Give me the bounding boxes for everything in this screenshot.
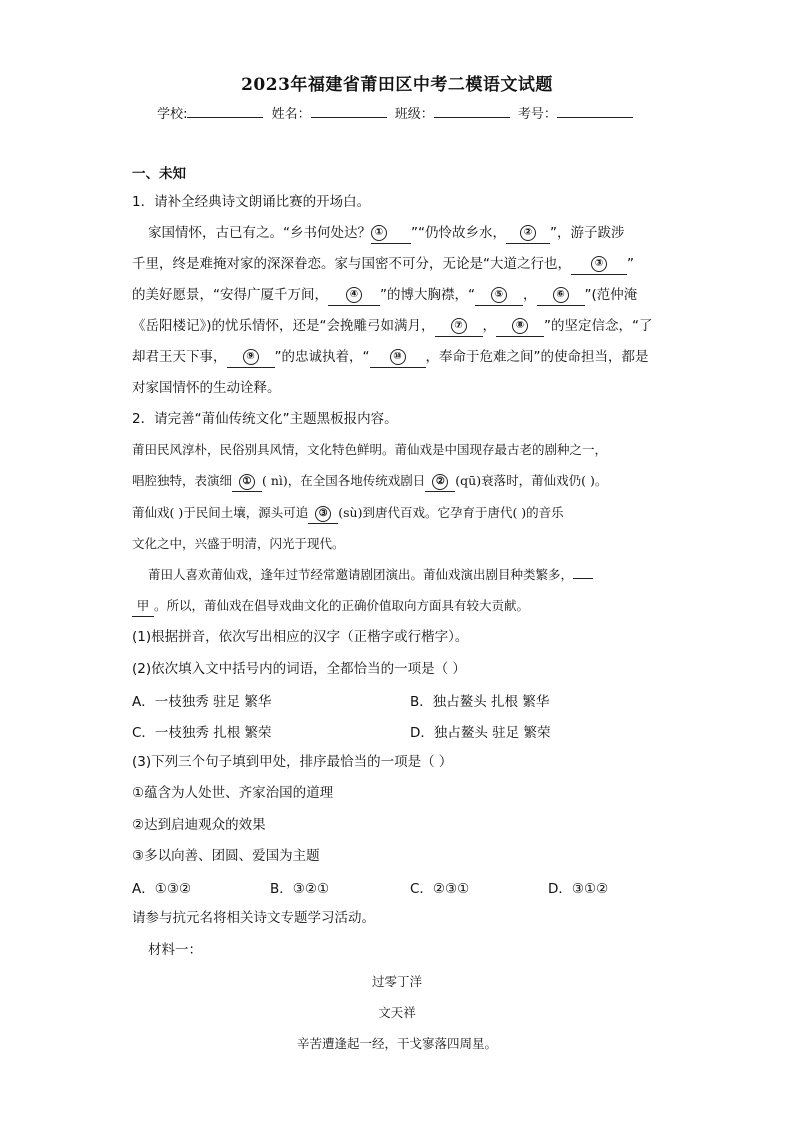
q1-line-6: 对家国情怀的生动诠释。	[132, 380, 281, 396]
poem-title: 过零丁洋	[371, 974, 422, 989]
pinyin-blank-2[interactable]: ②	[425, 471, 455, 492]
q1-line-2: 千里，终是难掩对家的深深眷恋。家与国密不可分，无论是“大道之行也， ③ ”	[132, 254, 634, 275]
student-info-line	[0, 103, 794, 122]
sentence-1: ①蕴含为人处世、齐家治国的道理	[132, 785, 334, 801]
blank-8[interactable]: ⑧	[496, 316, 544, 337]
poem-line-1: 辛苦遭逢起一经，干戈寥落四周星。	[296, 1036, 497, 1051]
q1-prompt: 1．请补全经典诗文朗诵比赛的开场白。	[132, 194, 371, 210]
q2-passage-line-1: 莆田民风淳朴，民俗别具风情，文化特色鲜明。莆仙戏是中国现存最古老的剧种之一，	[132, 442, 608, 457]
school-label: 学校:	[157, 107, 188, 122]
exam-number-label: 考号：	[517, 107, 557, 122]
q2-3-option-a[interactable]: A．①③②	[132, 881, 192, 897]
pinyin-blank-3[interactable]: ③	[308, 503, 338, 524]
blank-3[interactable]: ③	[571, 254, 627, 275]
q2-passage-line-5: 莆田人喜欢莆仙戏，逢年过节经常邀请剧团演出。莆仙戏演出剧目种类繁多，	[148, 565, 593, 585]
sentence-2: ②达到启迪观众的效果	[132, 817, 266, 833]
blank-7[interactable]: ⑦	[435, 316, 483, 337]
q3-intro: 请参与抗元名将相关诗文专题学习活动。	[132, 910, 375, 926]
blank-2[interactable]: ②	[506, 223, 550, 244]
section-heading: 一、未知	[132, 166, 186, 182]
q2-passage-line-2: 唱腔独特，表演细 ① ( nì)，在全国各地传统戏剧日 ② (qū)衰落时，莆仙戏仍( )。	[132, 471, 607, 492]
q2-2-option-b[interactable]: B．独占鳌头 扎根 繁华	[410, 694, 550, 710]
blank-9[interactable]: ⑨	[227, 347, 275, 368]
name-label: 姓名：	[271, 107, 311, 122]
q1-line-3: 的美好愿景，“安得广厦千万间， ④ ”的博大胸襟，“ ⑤ ， ⑥ ”(范仲淹	[132, 285, 637, 306]
q2-passage-line-6: 甲 。所以，莆仙戏在倡导戏曲文化的正确价值取向方面具有较大贡献。	[132, 596, 529, 617]
q2-3-option-c[interactable]: C．②③①	[410, 881, 470, 897]
blank-10[interactable]: ⑩	[370, 347, 426, 368]
blank-4[interactable]: ④	[328, 285, 380, 306]
blank-1[interactable]: ①	[371, 223, 411, 244]
poem-author: 文天祥	[378, 1005, 416, 1020]
class-label: 班级：	[394, 107, 434, 122]
material-label: 材料一：	[148, 942, 202, 958]
q1-line-1: 家国情怀，古已有之。“乡书何处达？ ① ”“仍怜故乡水， ② ”，游子跋涉	[148, 223, 625, 244]
name-field[interactable]	[311, 105, 387, 118]
sentence-3: ③多以向善、团圆、爱国为主题	[132, 848, 320, 864]
q2-prompt: 2．请完善“莆仙传统文化”主题黑板报内容。	[132, 411, 398, 427]
q2-2-option-d[interactable]: D．独占鳌头 驻足 繁荣	[410, 725, 551, 741]
blank-6[interactable]: ⑥	[537, 285, 585, 306]
pinyin-blank-1[interactable]: ①	[232, 471, 262, 492]
q2-3-option-d[interactable]: D．③①②	[548, 881, 609, 897]
q2-subq-2: (2)依次填入文中括号内的词语，全都恰当的一项是（ ）	[132, 661, 466, 677]
blank-jia[interactable]: 甲	[132, 596, 154, 617]
q2-subq-3: (3)下列三个句子填到甲处，排序最恰当的一项是（ ）	[132, 754, 453, 770]
q2-2-option-a[interactable]: A．一枝独秀 驻足 繁华	[132, 694, 272, 710]
class-field[interactable]	[434, 105, 510, 118]
school-field[interactable]	[187, 105, 263, 118]
exam-number-field[interactable]	[557, 105, 633, 118]
q2-2-option-c[interactable]: C．一枝独秀 扎根 繁荣	[132, 725, 272, 741]
q1-line-4: 《岳阳楼记》)的忧乐情怀，还是“会挽雕弓如满月， ⑦ ， ⑧ ”的坚定信念，“了	[132, 316, 653, 337]
exam-title: 2023年福建省莆田区中考二模语文试题	[241, 75, 553, 95]
q2-3-option-b[interactable]: B．③②①	[270, 881, 330, 897]
q1-line-5: 却君王天下事， ⑨ ”的忠诚执着，“ ⑩ ，奉命于危难之间”的使命担当，都是	[132, 347, 649, 368]
q2-subq-1: (1)根据拼音，依次写出相应的汉字（正楷字或行楷字）。	[132, 629, 469, 645]
blank-jia-start[interactable]	[573, 578, 593, 579]
q2-passage-line-4: 文化之中，兴盛于明清，闪光于现代。	[132, 536, 345, 551]
blank-5[interactable]: ⑤	[475, 285, 523, 306]
q2-passage-line-3: 莆仙戏( )于民间土壤，源头可追 ③ (sù)到唐代百戏。它孕育于唐代( )的音乐	[132, 503, 564, 524]
